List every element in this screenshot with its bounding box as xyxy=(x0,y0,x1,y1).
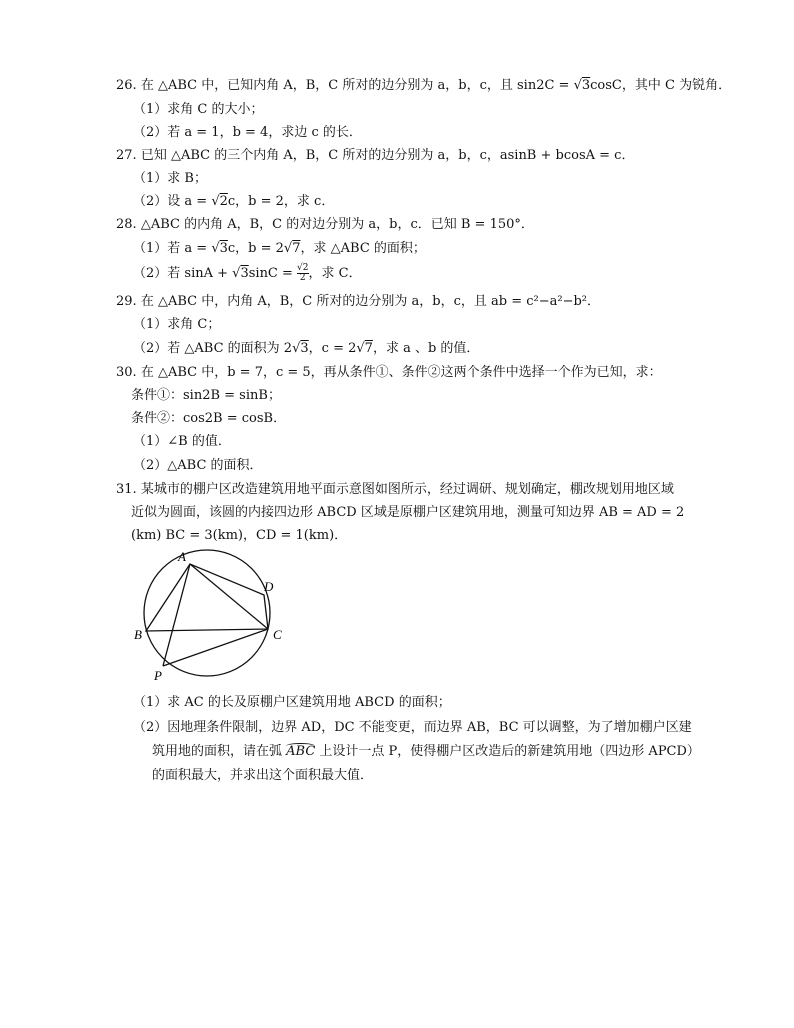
problem-29-part-1: （1）求角 C； xyxy=(133,317,221,332)
sqrt-symbol: √ xyxy=(573,78,582,93)
sqrt-symbol: √ xyxy=(211,194,220,209)
problem-31-stem-line-1 xyxy=(116,481,674,499)
problem-31-part-2-line-1: （2）因地理条件限制，边界 AD，DC 不能变更，而边界 AB，BC 可以调整，为了增加棚户区建 xyxy=(133,720,692,735)
problem-number: 26. xyxy=(116,78,137,93)
sqrt-symbol: √ xyxy=(292,341,301,356)
problem-28-stem xyxy=(116,216,534,234)
problem-number: 30. xyxy=(116,365,137,380)
arc-mark xyxy=(286,743,315,749)
problem-29-part-2: （2）若 △ABC 的面积为 2√3，c = 2√7，求 a 、b 的值． xyxy=(133,341,480,356)
sqrt-radicand: 3 xyxy=(581,78,591,93)
problem-number: 29. xyxy=(116,294,137,309)
problem-27-part-1: （1）求 B； xyxy=(133,171,207,186)
problem-26-part-1: （1）求角 C 的大小； xyxy=(133,102,264,117)
stem-text: 已知 △ABC 的三个内角 A，B，C 所对的边分别为 a，b，c，asinB + bcosA = c． xyxy=(140,148,635,163)
problem-31-part-2-line-2: 筑用地的面积，请在弧 ABC 上设计一点 P，使得棚户区改造后的新建筑用地（四边形 APCD） xyxy=(152,744,700,759)
problem-26-part-2: （2）若 a = 1，b = 4，求边 c 的长． xyxy=(133,125,362,140)
fraction-denominator: 2 xyxy=(299,273,306,283)
problem-29-stem xyxy=(116,293,600,311)
label-b: B xyxy=(134,627,142,642)
quadrilateral-abcd xyxy=(146,564,268,631)
sqrt-symbol: √ xyxy=(211,241,220,256)
problem-number: 31. xyxy=(116,482,137,497)
problem-30-condition-1: 条件①：sin2B = sinB； xyxy=(131,388,281,403)
problem-28-part-2: （2）若 sinA + √3sinC = $\frac{√2}{2}$ ，求 C． xyxy=(133,263,362,283)
stem-text: 在 △ABC 中，已知内角 A，B，C 所对的边分别为 a，b，c，且 sin2C = xyxy=(140,78,574,93)
stem-text: 在 △ABC 中，内角 A，B，C 所对的边分别为 a，b，c，且 ab = c²−a²−b²． xyxy=(140,294,600,309)
problem-31-stem-line-2: 近似为圆面，该圆的内接四边形 ABCD 区域是原棚户区建筑用地，测量可知边界 AB = AD = 2 xyxy=(131,505,685,520)
arc-abc: ABC xyxy=(286,744,316,759)
problem-26-stem xyxy=(116,77,731,95)
stem-text: 在 △ABC 中，b = 7，c = 5，再从条件①、条件②这两个条件中选择一个作为已知，求： xyxy=(140,365,662,380)
problem-27-part-2: （2）设 a = √2c，b = 2，求 c． xyxy=(133,194,335,209)
geometry-diagram xyxy=(128,548,298,684)
label-a: A xyxy=(178,549,186,564)
problem-31-stem-line-3: (km) BC = 3(km)，CD = 1(km)． xyxy=(131,528,348,543)
problem-31-part-1: （1）求 AC 的长及原棚户区建筑用地 ABCD 的面积； xyxy=(133,695,451,710)
sqrt-symbol: √ xyxy=(232,266,241,281)
segment-ap xyxy=(163,564,190,666)
segment-pc xyxy=(163,629,268,666)
label-c: C xyxy=(273,627,282,642)
problem-28-part-1: （1）若 a = √3c，b = 2√7，求 △ABC 的面积； xyxy=(133,241,426,256)
problem-30-part-2: （2）△ABC 的面积． xyxy=(133,458,263,473)
stem-text: cosC，其中 C 为锐角． xyxy=(590,78,732,93)
circumcircle xyxy=(144,550,270,676)
sqrt-symbol: √ xyxy=(356,341,365,356)
problem-27-stem xyxy=(116,147,634,165)
stem-text: 某城市的棚户区改造建筑用地平面示意图如图所示，经过调研、规划确定，棚改规划用地区域 xyxy=(140,482,674,497)
problem-number: 27. xyxy=(116,148,137,163)
problem-31-part-2-line-3: 的面积最大，并求出这个面积最大值． xyxy=(152,768,374,783)
problem-30-condition-2: 条件②：cos2B = cosB． xyxy=(131,411,287,426)
label-p: P xyxy=(154,668,162,683)
problem-number: 28. xyxy=(116,217,137,232)
fraction-numerator: √2 xyxy=(297,263,309,273)
label-d: D xyxy=(264,579,274,594)
sqrt-symbol: √ xyxy=(283,241,293,256)
fraction xyxy=(297,264,308,283)
stem-text: △ABC 的内角 A，B，C 的对边分别为 a，b，c．已知 B = 150°． xyxy=(140,217,534,232)
problem-30-stem xyxy=(116,364,662,382)
problem-30-part-1: （1）∠B 的值． xyxy=(133,434,231,449)
circle-quadrilateral-figure xyxy=(128,548,298,684)
